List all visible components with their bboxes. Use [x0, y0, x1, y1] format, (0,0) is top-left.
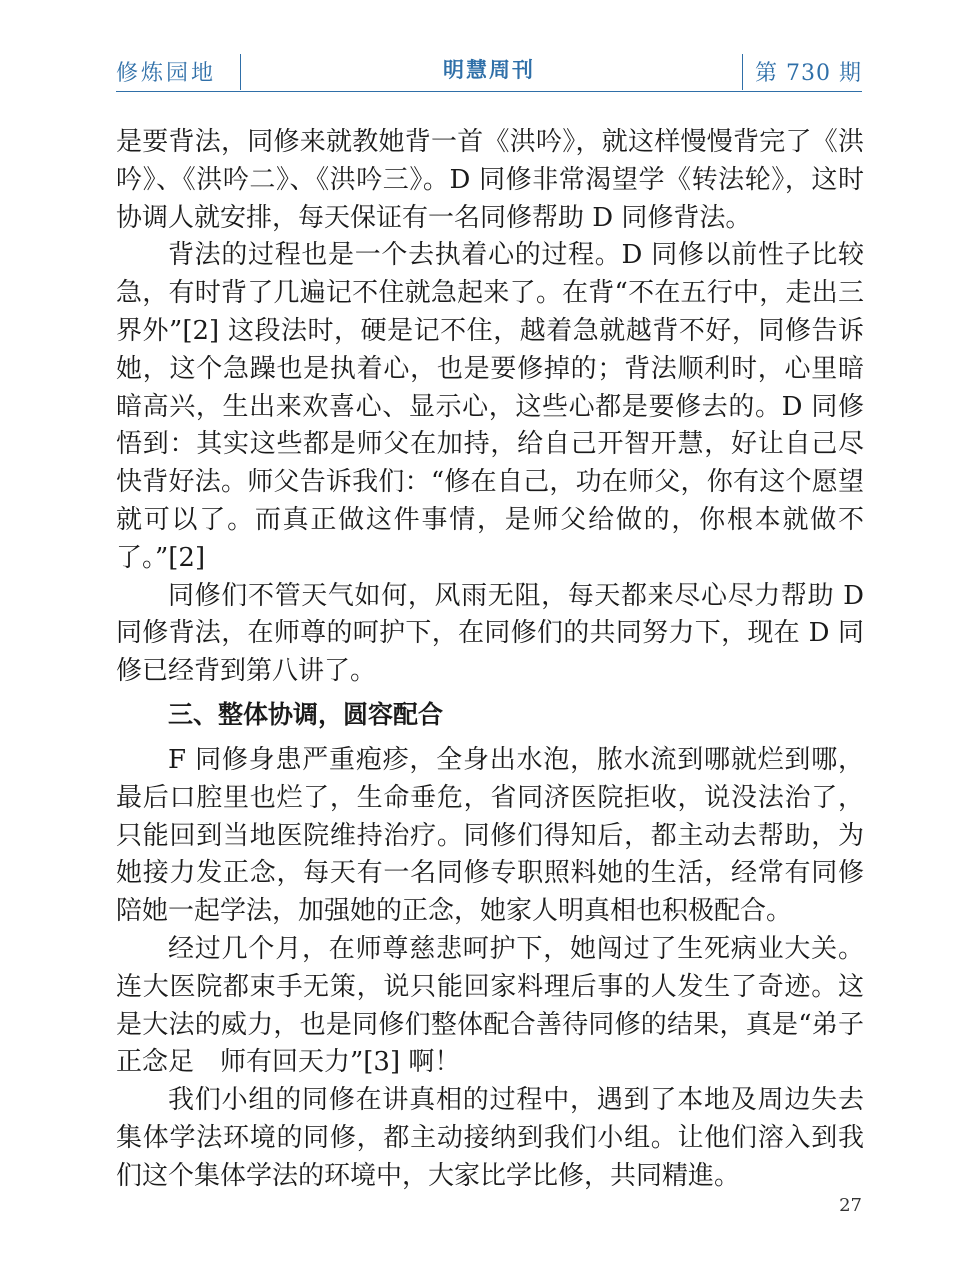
section-heading: 三、整体协调，圆容配合 — [168, 699, 444, 729]
header-divider-right — [742, 54, 743, 90]
article-body — [116, 124, 864, 1196]
paragraph-6: 我们小组的同修在讲真相的过程中，遇到了本地及周边失去集体学法环境的同修，都主动接纳到我们小组。让他们溶入到我们这个集体学法的环境中，大家比学比修，共同精進。 — [116, 1085, 864, 1191]
issue-number: 第 730 期 — [755, 61, 862, 86]
paragraph-2: 背法的过程也是一个去执着心的过程。D 同修以前性子比较急，有时背了几遍记不住就急起来了。在背“不在五行中，走出三界外”[2] 这段法时，硬是记不住，越着急就越背不好，同修告诉她，这个急躁也是执着心，也是要修掉的；背法顺利时，心里暗暗高兴，生出来欢喜心、显示心，这些心都是要修去的。D 同修悟到：其实这些都是师父在加持，给自己开智开慧，好让自己尽快背好法。师父告诉我们：“修在自己，功在师父，你有这个愿望就可以了。而真正做这件事情，是师父给做的，你根本就做不了。”[2] — [116, 240, 864, 573]
paragraph-4: F 同修身患严重疱疹，全身出水泡，脓水流到哪就烂到哪，最后口腔里也烂了，生命垂危，省同济医院拒收，说没法治了，只能回到当地医院维持治疗。同修们得知后，都主动去帮助，为她接力发正念，每天有一名同修专职照料她的生活，经常有同修陪她一起学法，加强她的正念，她家人明真相也积极配合。 — [116, 744, 864, 927]
paragraph-5: 经过几个月，在师尊慈悲呵护下，她闯过了生死病业大关。连大医院都束手无策，说只能回家料理后事的人发生了奇迹。这是大法的威力，也是同修们整体配合善待同修的结果，真是“弟子正念足 师有回天力”[3] 啊！ — [116, 933, 864, 1078]
page-header — [116, 50, 862, 92]
paragraph-3: 同修们不管天气如何，风雨无阻，每天都来尽心尽力帮助 D 同修背法，在师尊的呵护下，在同修们的共同努力下，现在 D 同修已经背到第八讲了。 — [116, 580, 864, 687]
paragraph-1: 是要背法，同修来就教她背一首《洪吟》，就这样慢慢背完了《洪吟》、《洪吟二》、《洪吟三》。D 同修非常渴望学《转法轮》，这时协调人就安排，每天保证有一名同修帮助 D 同修背法。 — [116, 127, 864, 233]
header-rule — [116, 91, 862, 92]
section-title: 修炼园地 — [116, 61, 217, 86]
publication-title: 明慧周刊 — [443, 58, 535, 82]
page-number: 27 — [839, 1195, 862, 1216]
